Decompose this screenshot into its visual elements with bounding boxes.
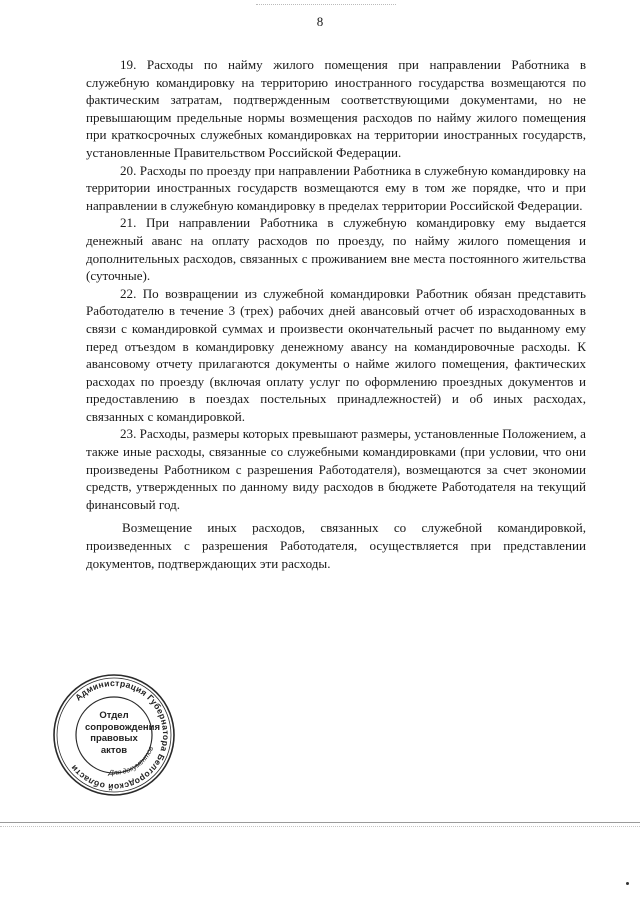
official-stamp (51, 672, 177, 798)
footer-divider (0, 822, 640, 823)
stamp-bottom-text: Для документов (108, 744, 156, 777)
top-edge-line (256, 4, 396, 5)
document-body (86, 56, 586, 572)
page-number: 8 (316, 14, 324, 29)
paragraph-22: 22. По возвращении из служебной командировки Работник обязан представить Работодателю в течение 3 (трех) рабочих дней авансовый отчет об израсходованных в связи с командировкой суммах и произвести окончательный расчет по выданному ему перед отъездом в командировку денежному авансу на командировочные расходы. К авансовому отчету прилагаются документы о найме жилого помещения, фактических расходах по проезду (включая оплату услуг по оформлению проездных документов и предоставлению в поездах постельных принадлежностей) и об иных расходах, связанных с командировкой. (86, 285, 586, 424)
stamp-line-1: Отдел (99, 710, 129, 721)
stamp-ring-text: Администрация Губернатора Белгородской области (68, 677, 172, 793)
paragraph-19: 19. Расходы по найму жилого помещения при направлении Работника в служебную командировку на территорию иностранного государства возмещаются по фактическим затратам, подтвержденным соответствующими документами, но не превышающим предельные нормы возмещения расходов по найму жилого помещения при краткосрочных служебных командировках на территории иностранных государств, установленные Правительством Российской Федерации. (86, 57, 586, 160)
paragraph-21: 21. При направлении Работника в служебную командировку ему выдается денежный аванс на оплату расходов по проезду, по найму жилого помещения и дополнительных расходов, связанных с проживанием вне места постоянного жительства (суточные). (86, 215, 586, 284)
corner-dot (626, 882, 629, 885)
paragraph-20: 20. Расходы по проезду при направлении Работника в служебную командировку на территории иностранных государств возмещаются ему в том же порядке, что и при направлении в служебную командировку в пределах территории Российской Федерации. (86, 162, 586, 213)
paragraph-final: Возмещение иных расходов, связанных со служебной командировкой, произведенных с разрешения Работодателя, осуществляется при представлении документов, подтверждающих эти расходы. (86, 520, 586, 571)
stamp-line-2: сопровождения (85, 721, 160, 733)
stamp-line-4: актов (100, 744, 128, 756)
footer-divider-secondary (0, 826, 640, 827)
paragraph-23: 23. Расходы, размеры которых превышают размеры, установленные Положением, а также иные расходы, связанные со служебными командировками (при условии, что они произведены Работником с разрешения Работодателя), возмещаются за счет экономии средств, утвержденных по данному виду расходов в бюджете Работодателя на текущий финансовый год. (86, 426, 586, 512)
stamp-center-text (85, 710, 160, 756)
stamp-line-3: правовых (90, 733, 138, 744)
